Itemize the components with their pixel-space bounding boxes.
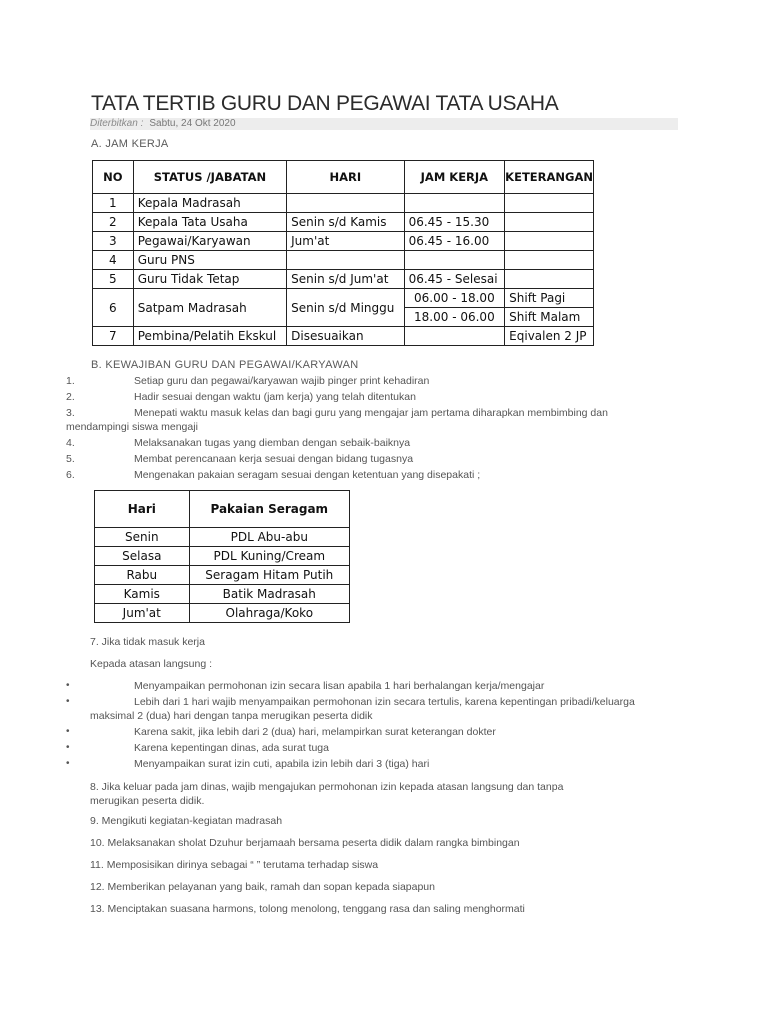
cell-ket [505,270,594,289]
cell-jam: 06.45 - Selesai [404,270,505,289]
cell-hari: Senin s/d Kamis [287,213,404,232]
cell-jam: 06.45 - 15.30 [404,213,505,232]
cell-no: 6 [93,289,134,327]
list-text: Menyampaikan permohonan izin secara lisan apabila 1 hari berhalangan kerja/mengajar [134,680,545,692]
uniform-table [94,490,350,623]
cell-jam [404,251,505,270]
table-row [93,194,594,213]
list-item [0,695,768,709]
cell-no: 1 [93,194,134,213]
cell-no: 5 [93,270,134,289]
list-text: maksimal 2 (dua) hari dengan tanpa merugikan peserta didik [90,710,373,722]
list-item [0,406,768,420]
section-a-heading: A. JAM KERJA [91,138,169,150]
list-item [0,741,768,755]
list-text: Hadir sesuai dengan waktu (jam kerja) yang telah ditentukan [134,391,416,403]
list-number: 4. [66,437,75,449]
publish-date: Sabtu, 24 Okt 2020 [149,118,236,129]
cell-status: Kepala Madrasah [133,194,286,213]
cell-hari: Senin s/d Minggu [287,289,404,327]
list-item [0,436,768,450]
list-number: 6. [66,469,75,481]
work-hours-table [92,160,594,346]
item-8-line1: 8. Jika keluar pada jam dinas, wajib mengajukan permohonan izin kepada atasan langsung dan tanpa [90,781,564,793]
table-row [93,327,594,346]
list-text: Lebih dari 1 hari wajib menyampaikan permohonan izin secara tertulis, karena kepentingan pribadi/keluarga [134,696,635,708]
header-pakaian: Pakaian Seragam [189,491,349,528]
table-row [93,289,594,308]
table-header-row [95,491,350,528]
table-row [93,213,594,232]
list-text: Menepati waktu masuk kelas dan bagi guru yang mengajar jam pertama diharapkan membimbing dan [134,407,608,419]
list-number: 3. [66,407,75,419]
obligations-list [0,374,768,482]
table-row [93,232,594,251]
cell-hari: Jum'at [287,232,404,251]
list-text: Karena sakit, jika lebih dari 2 (dua) hari, melampirkan surat keterangan dokter [134,726,496,738]
cell-jam [404,194,505,213]
cell-status: Pembina/Pelatih Ekskul [133,327,286,346]
header-no: NO [93,161,134,194]
list-text: Membat perencanaan kerja sesuai dengan bidang tugasnya [134,453,414,465]
list-text: Menyampaikan surat izin cuti, apabila izin lebih dari 3 (tiga) hari [134,758,430,770]
bullet-icon: • [66,742,70,753]
table-row [95,604,350,623]
item-13: 13. Menciptakan suasana harmons, tolong menolong, tenggang rasa dan saling menghormati [90,903,525,915]
header-status: STATUS /JABATAN [133,161,286,194]
cell-ket [505,213,594,232]
publish-info [90,118,678,130]
page-title: TATA TERTIB GURU DAN PEGAWAI TATA USAHA [91,92,559,115]
list-number: 5. [66,453,75,465]
publish-label: Diterbitkan : [90,118,144,129]
list-text: Mengenakan pakaian seragam sesuai dengan ketentuan yang disepakati ; [134,469,481,481]
cell-status: Kepala Tata Usaha [133,213,286,232]
cell-ket [505,232,594,251]
list-item [0,374,768,388]
cell-day: Kamis [95,585,190,604]
cell-no: 7 [93,327,134,346]
table-row [95,528,350,547]
item-11: 11. Memposisikan dirinya sebagai “ ” terutama terhadap siswa [90,859,379,871]
cell-uniform: PDL Abu-abu [189,528,349,547]
cell-hari: Disesuaikan [287,327,404,346]
cell-day: Selasa [95,547,190,566]
bullet-icon: • [66,758,70,769]
cell-uniform: Seragam Hitam Putih [189,566,349,585]
item-10: 10. Melaksanakan sholat Dzuhur berjamaah bersama peserta didik dalam rangka bimbingan [90,837,520,849]
cell-status: Satpam Madrasah [133,289,286,327]
cell-status: Guru Tidak Tetap [133,270,286,289]
item-9: 9. Mengikuti kegiatan-kegiatan madrasah [90,815,283,827]
bullet-icon: • [66,680,70,691]
bullet-icon: • [66,696,70,707]
table-row [95,585,350,604]
cell-day: Senin [95,528,190,547]
list-item [0,390,768,404]
cell-hari: Senin s/d Jum'at [287,270,404,289]
cell-no: 3 [93,232,134,251]
list-item [0,452,768,466]
cell-ket: Shift Malam [505,308,594,327]
table-header-row [93,161,594,194]
list-text: Melaksanakan tugas yang diemban dengan sebaik-baiknya [134,437,411,449]
cell-no: 4 [93,251,134,270]
item-7: 7. Jika tidak masuk kerja [90,636,205,648]
cell-ket: Shift Pagi [505,289,594,308]
item-8 [90,780,650,808]
list-item [0,468,768,482]
section-b-heading: B. KEWAJIBAN GURU DAN PEGAWAI/KARYAWAN [91,359,359,371]
cell-ket [505,251,594,270]
list-text: Karena kepentingan dinas, ada surat tuga [134,742,329,754]
list-text: Setiap guru dan pegawai/karyawan wajib pinger print kehadiran [134,375,430,387]
table-row [95,547,350,566]
list-item [0,725,768,739]
cell-jam: 06.45 - 16.00 [404,232,505,251]
list-number: 1. [66,375,75,387]
cell-no: 2 [93,213,134,232]
list-text: mendampingi siswa mengaji [66,421,198,433]
leave-bullet-list [0,679,768,771]
item-8-line2: merugikan peserta didik. [90,795,205,807]
cell-ket: Eqivalen 2 JP [505,327,594,346]
table-row [93,251,594,270]
list-item-continuation [0,709,768,723]
cell-day: Jum'at [95,604,190,623]
cell-uniform: PDL Kuning/Cream [189,547,349,566]
table-row [93,270,594,289]
kepada-atasan: Kepada atasan langsung : [90,658,213,670]
cell-status: Guru PNS [133,251,286,270]
list-item-continuation [0,420,768,434]
list-number: 2. [66,391,75,403]
cell-status: Pegawai/Karyawan [133,232,286,251]
cell-day: Rabu [95,566,190,585]
header-jam-kerja: JAM KERJA [404,161,505,194]
cell-uniform: Olahraga/Koko [189,604,349,623]
cell-jam: 18.00 - 06.00 [404,308,505,327]
cell-jam [404,327,505,346]
bullet-icon: • [66,726,70,737]
header-hari: Hari [95,491,190,528]
table-row [95,566,350,585]
cell-ket [505,194,594,213]
cell-jam: 06.00 - 18.00 [404,289,505,308]
cell-hari [287,251,404,270]
list-item [0,757,768,771]
header-keterangan: KETERANGAN [505,161,594,194]
cell-hari [287,194,404,213]
list-item [0,679,768,693]
header-hari: HARI [287,161,404,194]
cell-uniform: Batik Madrasah [189,585,349,604]
item-12: 12. Memberikan pelayanan yang baik, ramah dan sopan kepada siapapun [90,881,435,893]
